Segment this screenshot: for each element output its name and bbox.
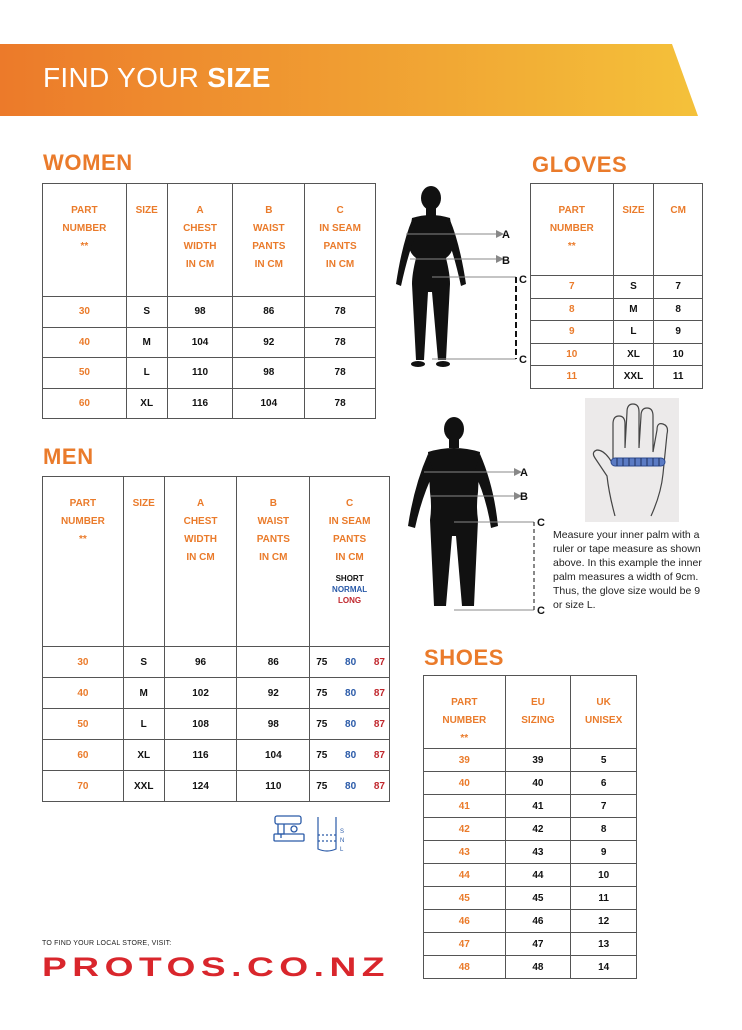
- table-row: [43, 388, 376, 419]
- men-header-line: WAIST: [257, 516, 290, 527]
- shoes-cell: 5: [571, 749, 637, 772]
- women-cell: 30: [43, 297, 127, 328]
- women-header-line: IN CM: [325, 259, 355, 270]
- pants-icon-label-n: N: [340, 838, 345, 844]
- men-header-line: IN SEAM: [328, 516, 371, 527]
- shoes-cell: 47: [424, 933, 506, 956]
- page-title: [43, 62, 271, 94]
- shoes-cell: 44: [505, 864, 571, 887]
- women-cell: 78: [305, 388, 376, 419]
- men-header-line: IN CM: [186, 552, 215, 563]
- seam-normal-value: 80: [345, 780, 357, 792]
- glove-instructions: Measure your inner palm with a ruler or tape measure as shown above. In this example the inner palm measures a width of 9cm. Thus, the glove size would be 9 or size L.: [553, 529, 702, 611]
- pants-length-icon: [314, 815, 354, 860]
- women-header-line: PANTS: [323, 241, 357, 252]
- men-cell-size: S: [123, 647, 164, 678]
- women-cell: 98: [167, 297, 233, 328]
- shoes-cell: 44: [424, 864, 506, 887]
- men-cell-chest: 108: [164, 709, 237, 740]
- women-cell: 92: [233, 327, 305, 358]
- shoes-cell: 10: [571, 864, 637, 887]
- men-cell-seam: [310, 709, 390, 740]
- women-header-line: PANTS: [252, 241, 286, 252]
- page-title-light: FIND YOUR: [43, 62, 200, 93]
- sewing-machine-icon: [272, 812, 306, 849]
- table-row: [424, 818, 637, 841]
- table-row: [424, 795, 637, 818]
- men-header-line: NUMBER: [60, 516, 105, 527]
- table-row: [424, 956, 637, 979]
- men-label-b: B: [520, 491, 528, 503]
- women-cell: XL: [126, 388, 167, 419]
- table-row: [531, 321, 703, 344]
- seam-normal-value: 80: [345, 687, 357, 699]
- shoes-cell: 46: [505, 910, 571, 933]
- men-cell-waist: 110: [237, 771, 310, 802]
- women-cell: 78: [305, 297, 376, 328]
- shoes-cell: 11: [571, 887, 637, 910]
- table-row: [424, 749, 637, 772]
- men-header-line: B: [269, 498, 277, 509]
- men-cell-part: 60: [43, 740, 124, 771]
- shoes-cell: 9: [571, 841, 637, 864]
- women-size-table: [42, 183, 376, 419]
- men-cell-seam: [310, 740, 390, 771]
- men-cell-seam: [310, 647, 390, 678]
- gloves-cell: 10: [654, 343, 703, 366]
- gloves-cell: 7: [654, 276, 703, 299]
- women-silhouette-icon: [388, 184, 530, 374]
- gloves-header-line: PART: [558, 205, 586, 216]
- gloves-header-2: [654, 184, 703, 276]
- men-header-line: CHEST: [183, 516, 218, 527]
- shoes-cell: 13: [571, 933, 637, 956]
- men-cell-chest: 116: [164, 740, 237, 771]
- pants-icon-label-s: S: [340, 829, 345, 835]
- men-cell-part: 30: [43, 647, 124, 678]
- men-cell-part: 70: [43, 771, 124, 802]
- men-header-line: IN CM: [335, 552, 364, 563]
- gloves-cell: 8: [531, 298, 614, 321]
- gloves-cell: XXL: [613, 366, 654, 389]
- gloves-cell: L: [613, 321, 654, 344]
- shoes-size-table: [423, 675, 637, 979]
- women-header-1: [126, 184, 167, 297]
- shoes-header-line: NUMBER: [442, 715, 487, 726]
- men-measure-figure: [404, 416, 548, 621]
- seam-normal-value: 80: [345, 656, 357, 668]
- men-title: MEN: [43, 444, 94, 469]
- women-cell: 60: [43, 388, 127, 419]
- shoes-header-2: [571, 676, 637, 749]
- shoes-header-line: EU: [530, 697, 545, 708]
- seam-legend-normal: NORMAL: [332, 585, 368, 594]
- men-cell-waist: 86: [237, 647, 310, 678]
- table-row: [531, 276, 703, 299]
- table-row: [43, 771, 390, 802]
- shoes-header-line: **: [460, 733, 469, 744]
- shoes-cell: 42: [505, 818, 571, 841]
- women-header-line: NUMBER: [62, 223, 107, 234]
- hand-icon: [585, 398, 679, 522]
- table-row: [424, 887, 637, 910]
- shoes-cell: 39: [505, 749, 571, 772]
- seam-long-value: 87: [373, 780, 385, 792]
- seam-long-value: 87: [373, 749, 385, 761]
- women-label-a: A: [502, 229, 510, 241]
- women-cell: 116: [167, 388, 233, 419]
- women-header-line: SIZE: [135, 205, 158, 216]
- women-cell: 104: [167, 327, 233, 358]
- shoes-cell: 48: [505, 956, 571, 979]
- seam-long-value: 87: [373, 656, 385, 668]
- seam-short-value: 75: [316, 656, 328, 668]
- men-cell-chest: 96: [164, 647, 237, 678]
- men-cell-waist: 104: [237, 740, 310, 771]
- shoes-cell: 41: [505, 795, 571, 818]
- seam-short-value: 75: [316, 749, 328, 761]
- women-cell: 104: [233, 388, 305, 419]
- women-cell: M: [126, 327, 167, 358]
- page-title-bold: SIZE: [207, 62, 271, 93]
- seam-short-value: 75: [316, 687, 328, 699]
- women-header-line: C: [336, 205, 344, 216]
- shoes-header-line: SIZING: [521, 715, 555, 726]
- shoes-cell: 43: [424, 841, 506, 864]
- men-header-0: [43, 477, 124, 647]
- women-header-line: B: [265, 205, 273, 216]
- shoes-cell: 48: [424, 956, 506, 979]
- women-cell: 98: [233, 358, 305, 389]
- shoes-header-line: PART: [451, 697, 478, 708]
- seam-normal-value: 80: [345, 749, 357, 761]
- women-header-line: **: [80, 241, 89, 252]
- men-cell-waist: 92: [237, 678, 310, 709]
- men-cell-waist: 98: [237, 709, 310, 740]
- table-row: [43, 358, 376, 389]
- shoes-cell: 39: [424, 749, 506, 772]
- glove-measure-image: [585, 398, 679, 522]
- gloves-cell: S: [613, 276, 654, 299]
- men-header-line: **: [78, 534, 87, 545]
- shoes-cell: 14: [571, 956, 637, 979]
- men-header-1: [123, 477, 164, 647]
- men-cell-size: XL: [123, 740, 164, 771]
- gloves-cell: 9: [654, 321, 703, 344]
- women-header-line: WAIST: [252, 223, 285, 234]
- gloves-header-1: [613, 184, 654, 276]
- women-header-line: IN CM: [254, 259, 283, 270]
- table-row: [43, 327, 376, 358]
- shoes-cell: 42: [424, 818, 506, 841]
- men-cell-size: XXL: [123, 771, 164, 802]
- shoes-cell: 8: [571, 818, 637, 841]
- women-header-line: A: [196, 205, 204, 216]
- pants-icon-label-l: L: [340, 847, 344, 853]
- men-cell-size: M: [123, 678, 164, 709]
- women-header-line: PART: [71, 205, 98, 216]
- shoes-title: SHOES: [424, 645, 505, 670]
- seam-short-value: 75: [316, 780, 328, 792]
- table-row: [43, 647, 390, 678]
- men-label-c-top: C: [537, 517, 545, 529]
- shoes-cell: 41: [424, 795, 506, 818]
- women-cell: 50: [43, 358, 127, 389]
- men-header-line: IN CM: [259, 552, 288, 563]
- women-label-c-bottom: C: [519, 354, 527, 366]
- men-header-line: A: [196, 498, 205, 509]
- women-header-2: [167, 184, 233, 297]
- shoes-header-line: UNISEX: [585, 715, 623, 726]
- women-header-line: IN CM: [185, 259, 215, 270]
- shoes-cell: 46: [424, 910, 506, 933]
- gloves-cell: M: [613, 298, 654, 321]
- men-header-line: PANTS: [333, 534, 367, 545]
- women-label-b: B: [502, 255, 510, 267]
- men-header-3: [237, 477, 310, 647]
- women-cell: 40: [43, 327, 127, 358]
- protos-logo[interactable]: [42, 952, 394, 982]
- women-measure-figure: [388, 184, 530, 379]
- table-row: [531, 366, 703, 389]
- men-cell-size: L: [123, 709, 164, 740]
- seam-normal-value: 80: [345, 718, 357, 730]
- women-cell: 78: [305, 327, 376, 358]
- men-cell-part: 40: [43, 678, 124, 709]
- men-cell-chest: 124: [164, 771, 237, 802]
- gloves-header-0: [531, 184, 614, 276]
- gloves-cell: 8: [654, 298, 703, 321]
- seam-legend: [310, 573, 389, 606]
- men-header-2: [164, 477, 237, 647]
- women-header-3: [233, 184, 305, 297]
- men-header-line: PART: [69, 498, 97, 509]
- seam-short-value: 75: [316, 718, 328, 730]
- women-title: WOMEN: [43, 150, 133, 175]
- shoes-cell: 45: [424, 887, 506, 910]
- shoes-cell: 40: [505, 772, 571, 795]
- men-size-table: [42, 476, 390, 802]
- men-header-line: SIZE: [132, 498, 155, 509]
- men-cell-part: 50: [43, 709, 124, 740]
- gloves-size-table: [530, 183, 703, 389]
- shoes-cell: 6: [571, 772, 637, 795]
- women-header-line: WIDTH: [183, 241, 217, 252]
- table-row: [531, 343, 703, 366]
- table-row: [43, 740, 390, 771]
- shoes-cell: 7: [571, 795, 637, 818]
- women-header-0: [43, 184, 127, 297]
- seam-long-value: 87: [373, 718, 385, 730]
- men-header-line: C: [345, 498, 354, 509]
- shoes-cell: 40: [424, 772, 506, 795]
- gloves-cell: 9: [531, 321, 614, 344]
- table-row: [424, 933, 637, 956]
- gloves-header-line: **: [567, 241, 576, 252]
- women-cell: L: [126, 358, 167, 389]
- shoes-header-line: UK: [596, 697, 611, 708]
- gloves-cell: 11: [654, 366, 703, 389]
- table-row: [43, 297, 376, 328]
- women-header-line: IN SEAM: [319, 223, 361, 234]
- gloves-cell: XL: [613, 343, 654, 366]
- shoes-cell: 47: [505, 933, 571, 956]
- gloves-header-line: CM: [670, 205, 686, 216]
- men-header-4: [310, 477, 390, 647]
- table-row: [43, 709, 390, 740]
- women-cell: 78: [305, 358, 376, 389]
- table-row: [424, 841, 637, 864]
- site-logo-link[interactable]: [42, 952, 394, 987]
- seam-legend-short: SHORT: [335, 574, 364, 583]
- shoes-header-1: [505, 676, 571, 749]
- shoes-cell: 45: [505, 887, 571, 910]
- table-row: [424, 864, 637, 887]
- men-silhouette-icon: [404, 416, 548, 616]
- table-row: [424, 910, 637, 933]
- gloves-cell: 10: [531, 343, 614, 366]
- women-label-c-top: C: [519, 274, 527, 286]
- seam-legend-long: LONG: [338, 596, 362, 605]
- men-cell-chest: 102: [164, 678, 237, 709]
- table-row: [43, 678, 390, 709]
- table-row: [424, 772, 637, 795]
- men-label-c-bottom: C: [537, 605, 545, 616]
- gloves-cell: 11: [531, 366, 614, 389]
- gloves-title: GLOVES: [532, 152, 628, 177]
- men-cell-seam: [310, 678, 390, 709]
- gloves-cell: 7: [531, 276, 614, 299]
- table-row: [531, 298, 703, 321]
- women-cell: 86: [233, 297, 305, 328]
- site-logo-text[interactable]: PROTOS.CO.NZ: [42, 952, 390, 982]
- gloves-header-line: NUMBER: [549, 223, 594, 234]
- shoes-cell: 12: [571, 910, 637, 933]
- men-header-line: WIDTH: [184, 534, 217, 545]
- women-header-4: [305, 184, 376, 297]
- visit-text: TO FIND YOUR LOCAL STORE, VISIT:: [42, 940, 172, 947]
- women-cell: S: [126, 297, 167, 328]
- women-header-line: CHEST: [183, 223, 217, 234]
- seam-long-value: 87: [373, 687, 385, 699]
- shoes-cell: 43: [505, 841, 571, 864]
- men-cell-seam: [310, 771, 390, 802]
- men-label-a: A: [520, 467, 528, 479]
- gloves-header-line: SIZE: [622, 205, 645, 216]
- women-cell: 110: [167, 358, 233, 389]
- men-header-line: PANTS: [256, 534, 290, 545]
- shoes-header-0: [424, 676, 506, 749]
